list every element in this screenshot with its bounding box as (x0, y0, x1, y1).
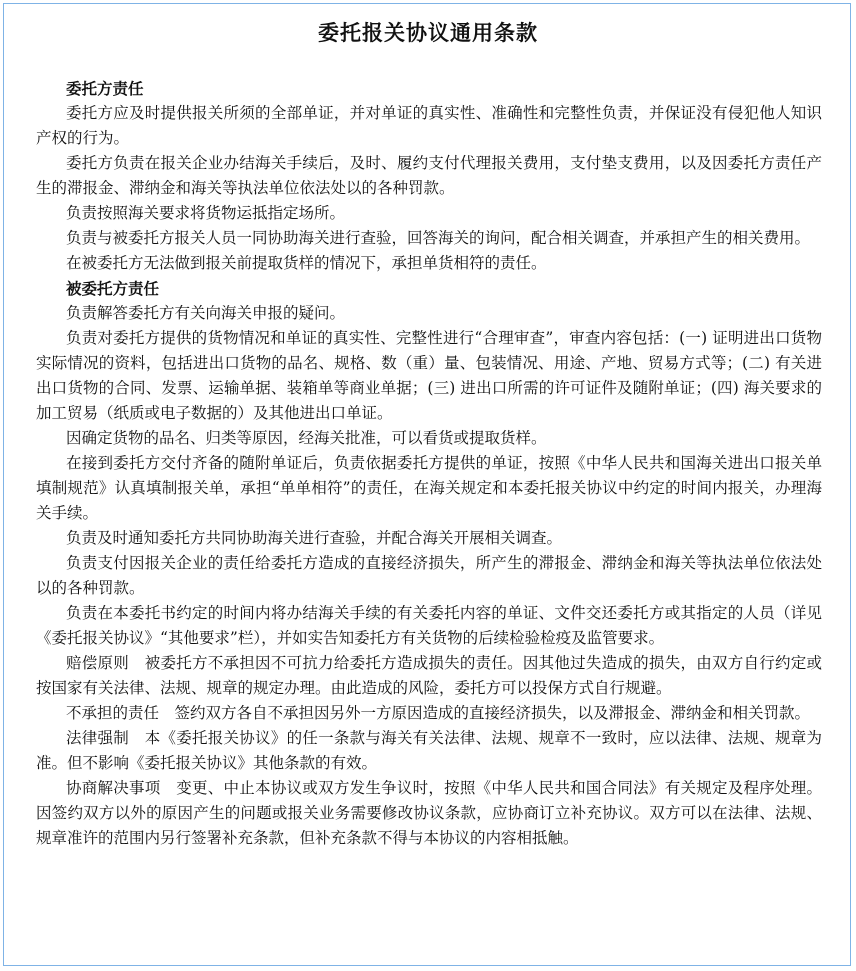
agent-clause: 负责支付因报关企业的责任给委托方造成的直接经济损失，所产生的滞报金、滞纳金和海关等执法单位依法处以的各种罚款。 (36, 554, 822, 597)
agent-clause: 负责及时通知委托方共同协助海关进行查验，并配合海关开展相关调查。 (66, 529, 563, 547)
agent-clause: 负责对委托方提供的货物情况和单证的真实性、完整性进行“合理审查”，审查内容包括：(一) 证明进出口货物实际情况的资料，包括进出口货物的品名、规格、数（重）量、包装情况、用途、产地、贸易方式等；(二) 有关进出口货物的合同、发票、运输单据、装箱单等商业单据；(三) 进出口所需的许可证件及随附单证；(四) 海关要求的加工贸易（纸质或电子数据的）及其他进出口单证。 (36, 329, 822, 422)
agent-clause: 因确定货物的品名、归类等原因，经海关批准，可以看货或提取货样。 (66, 429, 547, 447)
exemption-clause: 不承担的责任 签约双方各自不承担因另外一方原因造成的直接经济损失，以及滞报金、滞纳金和相关罚款。 (66, 704, 811, 722)
document-body (36, 76, 822, 851)
agent-clause: 负责在本委托书约定的时间内将办结海关手续的有关委托内容的单证、文件交还委托方或其指定的人员（详见《委托报关协议》“其他要求”栏），并如实告知委托方有关货物的后续检验检疫及监管要求。 (36, 604, 822, 647)
legal-priority-clause: 法律强制 本《委托报关协议》的任一条款与海关有关法律、法规、规章不一致时，应以法律、法规、规章为准。但不影响《委托报关协议》其他条款的有效。 (36, 729, 822, 772)
agent-clause: 负责解答委托方有关向海关申报的疑问。 (66, 304, 346, 322)
section-heading-agent: 被委托方责任 (66, 279, 160, 298)
client-clause: 委托方负责在报关企业办结海关手续后，及时、履约支付代理报关费用，支付垫支费用，以及因委托方责任产生的滞报金、滞纳金和海关等执法单位依法处以的各种罚款。 (36, 154, 822, 197)
client-clause: 在被委托方无法做到报关前提取货样的情况下，承担单货相符的责任。 (66, 254, 547, 272)
compensation-clause: 赔偿原则 被委托方不承担因不可抗力给委托方造成损失的责任。因其他过失造成的损失，由双方自行约定或按国家有关法律、法规、规章的规定办理。由此造成的风险，委托方可以投保方式自行规避。 (36, 654, 822, 697)
document-title: 委托报关协议通用条款 (318, 20, 538, 45)
agent-clause: 在接到委托方交付齐备的随附单证后，负责依据委托方提供的单证，按照《中华人民共和国海关进出口报关单填制规范》认真填制报关单，承担“单单相符”的责任，在海关规定和本委托报关协议中约定的时间内报关，办理海关手续。 (36, 454, 822, 522)
dispute-resolution-clause: 协商解决事项 变更、中止本协议或双方发生争议时，按照《中华人民共和国合同法》有关规定及程序处理。因签约双方以外的原因产生的问题或报关业务需要修改协议条款，应协商订立补充协议。双方可以在法律、法规、规章准许的范围内另行签署补充条款，但补充条款不得与本协议的内容相抵触。 (36, 779, 822, 847)
section-heading-client: 委托方责任 (66, 79, 144, 98)
client-clause: 负责与被委托方报关人员一同协助海关进行查验，回答海关的询问，配合相关调查，并承担产生的相关费用。 (66, 229, 811, 247)
client-clause: 委托方应及时提供报关所须的全部单证，并对单证的真实性、准确性和完整性负责，并保证没有侵犯他人知识产权的行为。 (36, 104, 822, 147)
client-clause: 负责按照海关要求将货物运抵指定场所。 (66, 204, 346, 222)
